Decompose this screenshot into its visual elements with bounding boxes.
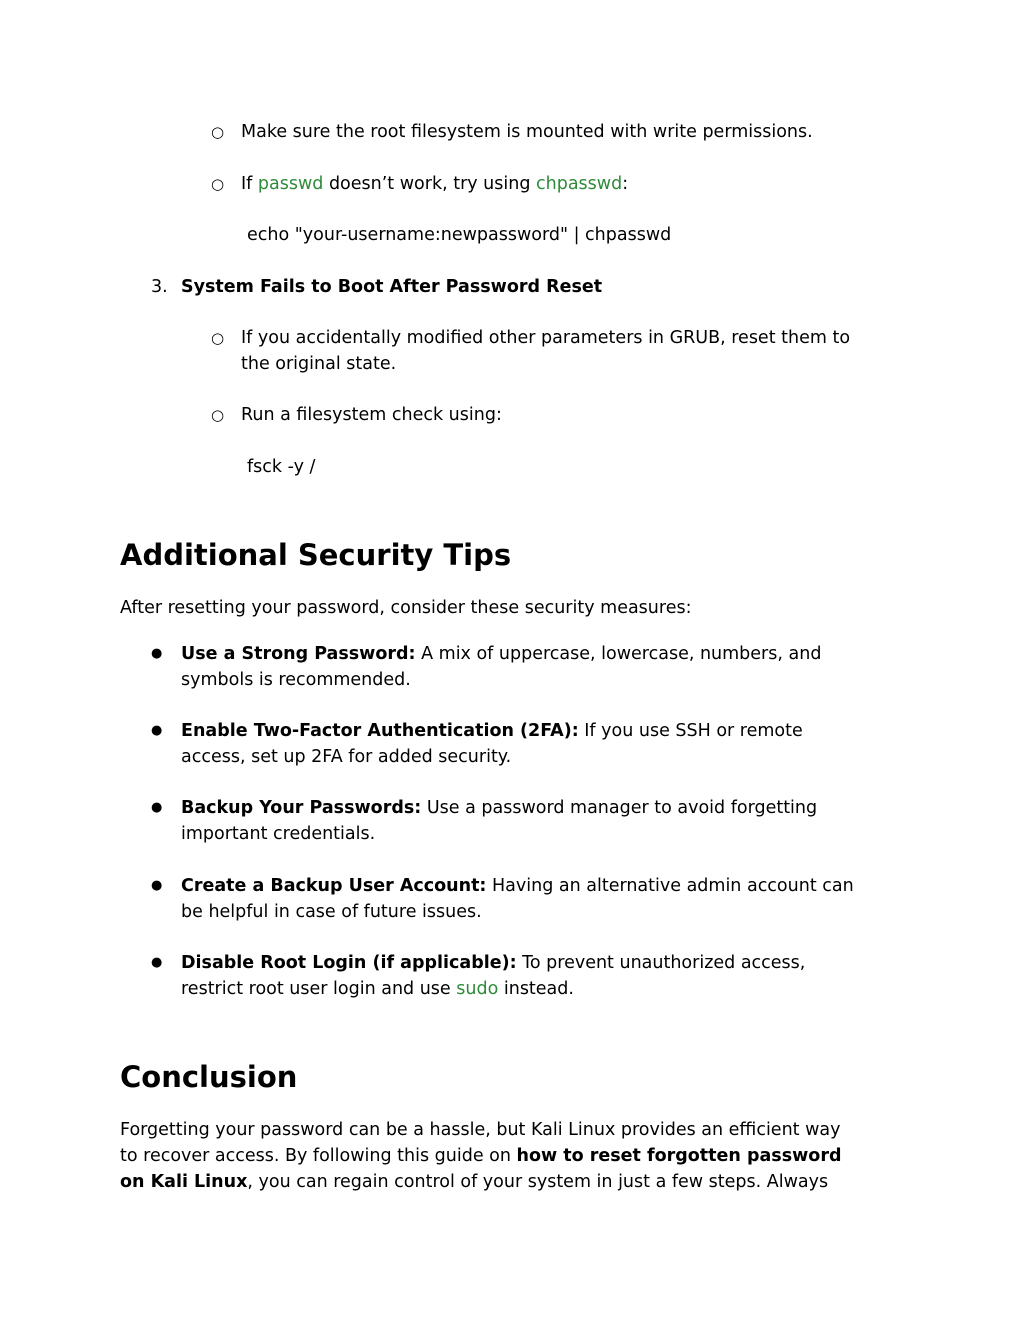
list-item-text: Use a Strong Password: A mix of uppercase, lowercase, numbers, and: [181, 644, 822, 664]
list-item-text: Run a filesystem check using:: [241, 405, 502, 425]
bullet-icon: ●: [151, 646, 163, 661]
code-line: echo "your-username:newpassword" | chpasswd: [247, 225, 672, 245]
bullet-icon: ●: [151, 955, 163, 970]
bullet-icon: ●: [151, 878, 163, 893]
hollow-bullet-icon: ○: [211, 123, 225, 141]
paragraph-line: Forgetting your password can be a hassle, but Kali Linux provides an efficient way: [120, 1120, 841, 1140]
list-item-text: If you accidentally modified other parameters in GRUB, reset them to: [241, 328, 851, 348]
section-heading: Conclusion: [120, 1060, 298, 1094]
inline-code-passwd: passwd: [257, 174, 324, 194]
list-item-text: important credentials.: [181, 824, 376, 844]
list-item-text: symbols is recommended.: [181, 670, 411, 690]
bullet-icon: ●: [151, 800, 163, 815]
list-item-text: restrict root user login and use sudo instead.: [181, 979, 574, 999]
list-item-text: Enable Two-Factor Authentication (2FA): If you use SSH or remote: [181, 721, 803, 741]
hollow-bullet-icon: ○: [211, 175, 225, 193]
paragraph-line: to recover access. By following this guide on how to reset forgotten password: [120, 1146, 842, 1166]
hollow-bullet-icon: ○: [211, 406, 225, 424]
paragraph: After resetting your password, consider these security measures:: [120, 598, 692, 618]
list-item-text: Backup Your Passwords: Use a password manager to avoid forgetting: [181, 798, 818, 818]
list-item-text: Create a Backup User Account: Having an alternative admin account can: [181, 876, 854, 896]
step-title: System Fails to Boot After Password Reset: [181, 277, 603, 297]
hollow-bullet-icon: ○: [211, 329, 225, 347]
inline-code-sudo: sudo: [456, 979, 499, 999]
code-line: fsck -y /: [247, 457, 316, 477]
list-number: 3.: [151, 277, 168, 297]
list-item-text: access, set up 2FA for added security.: [181, 747, 512, 767]
list-item-text: be helpful in case of future issues.: [181, 902, 482, 922]
list-item-text: Make sure the root filesystem is mounted with write permissions.: [241, 122, 813, 142]
section-heading: Additional Security Tips: [120, 538, 512, 572]
list-item-text: If passwd doesn’t work, try using chpasswd:: [241, 174, 629, 194]
inline-code-chpasswd: chpasswd: [536, 174, 623, 194]
bullet-icon: ●: [151, 723, 163, 738]
list-item-text: Disable Root Login (if applicable): To prevent unauthorized access,: [181, 953, 806, 973]
paragraph-line: on Kali Linux, you can regain control of your system in just a few steps. Always: [120, 1172, 829, 1192]
list-item-text: the original state.: [241, 354, 397, 374]
